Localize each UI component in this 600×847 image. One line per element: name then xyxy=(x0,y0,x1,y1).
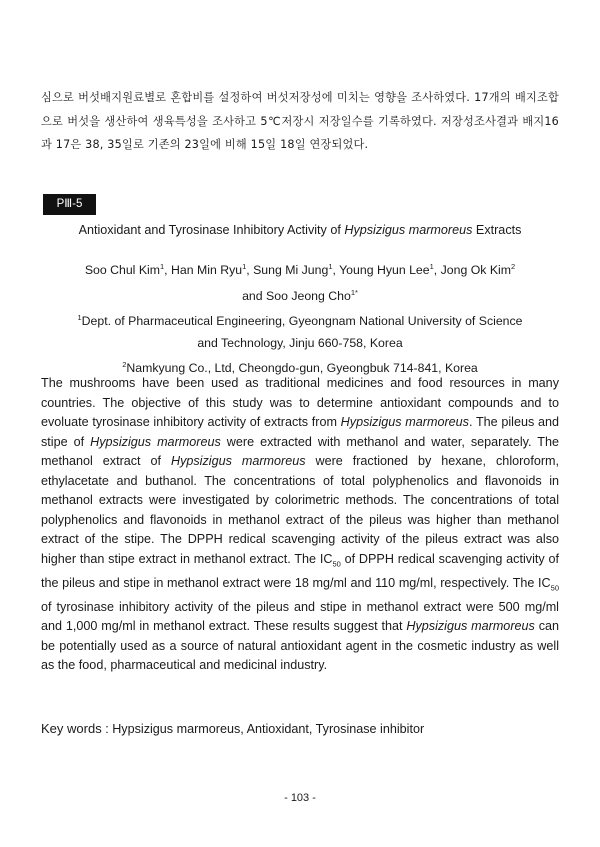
species-name: Hypsizigus marmoreus xyxy=(406,619,535,634)
keywords-values: Hypsizigus marmoreus, Antioxidant, Tyrosinase inhibitor xyxy=(112,722,425,736)
author-line-2: and Soo Jeong Cho$^{1*}$ xyxy=(242,287,358,303)
author-sup: 1* xyxy=(350,287,358,297)
affiliation-sup: 1 xyxy=(77,313,82,323)
keywords-line xyxy=(41,719,559,739)
author-name: Han Min Ryu xyxy=(171,263,243,278)
korean-continuation-text xyxy=(41,86,559,157)
paper-title xyxy=(30,220,570,240)
species-name: Hypsizigus marmoreus xyxy=(170,454,306,468)
affiliation-2: $^2$Namkyung Co., Ltd, Cheongdo-gun, Gyeongbuk 714-841, Korea xyxy=(122,360,478,376)
title-species: Hypsizigus marmoreus xyxy=(344,223,473,237)
title-prefix: Antioxidant and Tyrosinase Inhibitory Activity of xyxy=(78,223,345,237)
author-name: Soo Chul Kim xyxy=(84,263,160,278)
affiliation-1-line-2: and Technology, Jinju 660-758, Korea xyxy=(197,335,403,350)
author-sup: 1 xyxy=(429,262,434,271)
author-name: Soo Jeong Cho xyxy=(266,288,351,303)
ic50-subscript: 50 xyxy=(550,583,559,593)
author-sup: 1 xyxy=(160,262,165,271)
affiliation-sup: 2 xyxy=(122,360,127,370)
abstract-body: The mushrooms have been used as traditional medicines and food resources in many countries. The objective of this study was to determine antioxidant compounds and to evoluate tyrosinase inhibitory activity of extracts from Hypsizigus marmoreus. The pileus and stipe of Hypsizigus marmoreus were extracted with methanol and water, separately. The methanol extract of Hypsizigus marmoreus were fractioned by hexane, chloroform, ethylacetate and buthanol. The concentrations of total polyphenolics and flavonoids in methanol extracts were investigated by colorimetric methods. The concentrations of total polyphenolics and flavonoids in methanol extract of the pileus was higher than methanol extract of the stipe. The DPPH redical scavenging activity of the pileus extract was also higher than stipe extract in methanol extract. The $IC_{50}$ of DPPH redical scavenging activity of the pileus and stipe in methanol extract were 18 mg/ml and 110 mg/ml, respectively. The $IC_{50}$ of tyrosinase inhibitory activity of the pileus and stipe in methanol extract were 500 mg/ml and 1,000 mg/ml in methanol extract. These results suggest that Hypsizigus marmoreus can be potentially used as a source of natural antioxidant agent in the cosmetic industry as well as the food, pharmaceutical and medicinal industry. xyxy=(41,376,560,673)
title-suffix: Extracts xyxy=(472,223,522,237)
author-name: Jong Ok Kim xyxy=(440,263,512,278)
author-sup: 1 xyxy=(328,262,333,271)
author-sup: 1 xyxy=(242,262,247,271)
species-name: Hypsizigus marmoreus xyxy=(340,415,469,429)
species-name: Hypsizigus marmoreus xyxy=(90,434,221,449)
author-line-1: Soo Chul Kim$^1$, Han Min Ryu$^1$, Sung Mi Jung$^1$, Young Hyun Lee$^1$, Jong Ok Kim$^2$ xyxy=(84,262,516,278)
keywords-label: Key words xyxy=(41,721,102,736)
affiliation-1-line-1: $^1$Dept. of Pharmaceutical Engineering, Gyeongnam National University of Science xyxy=(77,313,523,329)
ic50-subscript: 50 xyxy=(332,559,341,569)
page-number: - 103 - xyxy=(284,792,316,804)
author-name: Sung Mi Jung xyxy=(253,263,329,278)
keywords-separator: : xyxy=(101,722,113,736)
section-tag: PⅢ-5 xyxy=(43,194,96,215)
author-name: Young Hyun Lee xyxy=(339,263,430,278)
korean-paragraph: 심으로 버섯배지원료별로 혼합비를 설정하여 버섯저장성에 미치는 영향을 조사하였다. 17개의 배지조합으로 버섯을 생산하여 생육특성을 조사하고 5℃저장시 저장일수를 기록하였다. 저장성조사결과 배지16과 17은 38, 35일로 기존의 23일에 비해 15일 18일 연장되었다. xyxy=(41,91,559,152)
author-block xyxy=(30,256,570,380)
author-sup: 2 xyxy=(511,262,516,271)
